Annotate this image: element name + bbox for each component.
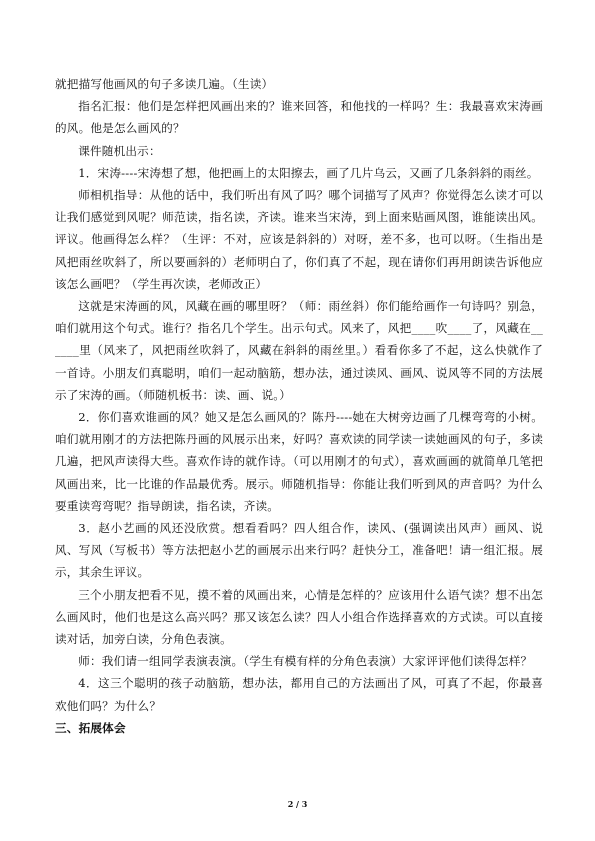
paragraph-item-4: 4．这三个聪明的孩子动脑筋，想办法，都用自己的方法画出了风，可真了不起，你最喜欢他们吗？为什么？ [55, 676, 543, 713]
paragraph-courseware: 课件随机出示： [78, 143, 161, 158]
paragraph-item-1: 1．宋涛----宋涛想了想，他把画上的太阳擦去，画了几片乌云，又画了几条斜斜的雨丝。 [78, 165, 539, 180]
paragraph-guidance-1: 师相机指导：从他的话中，我们听出有风了吗？哪个词描写了风声？你觉得怎么读才可以让我们感觉到风呢？师范读，指名读，齐读。谁来当宋涛，到上面来贴画风图，谁能读出风。评议。他画得怎么样？（生评：不对，应该是斜斜的）对呀，差不多，也可以呀。（生指出是风把雨丝吹斜了，所以要画斜的）老师明白了，你们真了不起，现在请你们再用朗读告诉他应该怎么画吧？（学生再次读，老师改正） [55, 188, 543, 291]
paragraph-item-2: 2．你们喜欢谁画的风？她又是怎么画风的？陈丹----她在大树旁边画了几棵弯弯的小树。咱们就用刚才的方法把陈丹画的风展示出来，好吗？喜欢读的同学读一读她画风的句子，多读几遍，把风声读得大些。喜欢作诗的就作诗。（可以用刚才的句式），喜欢画画的就简单几笔把风画出来，比一比谁的作品最优秀。展示。师随机指导：你能让我们听到风的声音吗？为什么要重读弯弯呢？指导朗读，指名读，齐读。 [55, 410, 543, 513]
paragraph-performance: 师：我们请一组同学表演表演。（学生有模有样的分角色表演）大家评评他们读得怎样？ [78, 654, 533, 669]
paragraph-item-3: 3．赵小艺画的风还没欣赏。想看看吗？四人组合作，读风、(强调读出风声）画风、说风、写风（写板书）等方法把赵小艺的画展示出来行吗？赶快分工，准备吧！请一组汇报。展示，其余生评议。 [55, 521, 543, 580]
paragraph-poem: 这就是宋涛画的风，风藏在画的哪里呀？（师：雨丝斜）你们能给画作一句诗吗？别急，咱们就用这个句式。谁行？指名几个学生。出示句式。风来了，风把____吹____了，风藏在______里（风来了，风把雨丝吹斜了，风藏在斜斜的雨丝里。）看看你多了不起，这么快就作了一首诗。小朋友们真聪明，咱们一起动脑筋，想办法，通过读风、画风、说风等不同的方法展示了宋涛的画。（师随机板书：读、画、说。） [55, 299, 543, 402]
paragraph-report: 指名汇报：他们是怎样把风画出来的？谁来回答，和他找的一样吗？生：我最喜欢宋涛画的风。他是怎么画风的？ [55, 99, 543, 136]
paragraph-intro: 就把描写他画风的句子多读几遍。（生读） [55, 77, 274, 91]
paragraph-mood: 三个小朋友把看不见，摸不着的风画出来，心情是怎样的？应该用什么语气读？想不出怎么画风时，他们也是这么高兴吗？那又该怎么读？四人小组合作选择喜欢的方式读。可以直接读对话，加旁白读，分角色表演。 [55, 587, 543, 647]
section-heading: 三、拓展体会 [55, 720, 126, 735]
page-number: 2 / 3 [287, 799, 308, 809]
document-body [55, 73, 543, 739]
